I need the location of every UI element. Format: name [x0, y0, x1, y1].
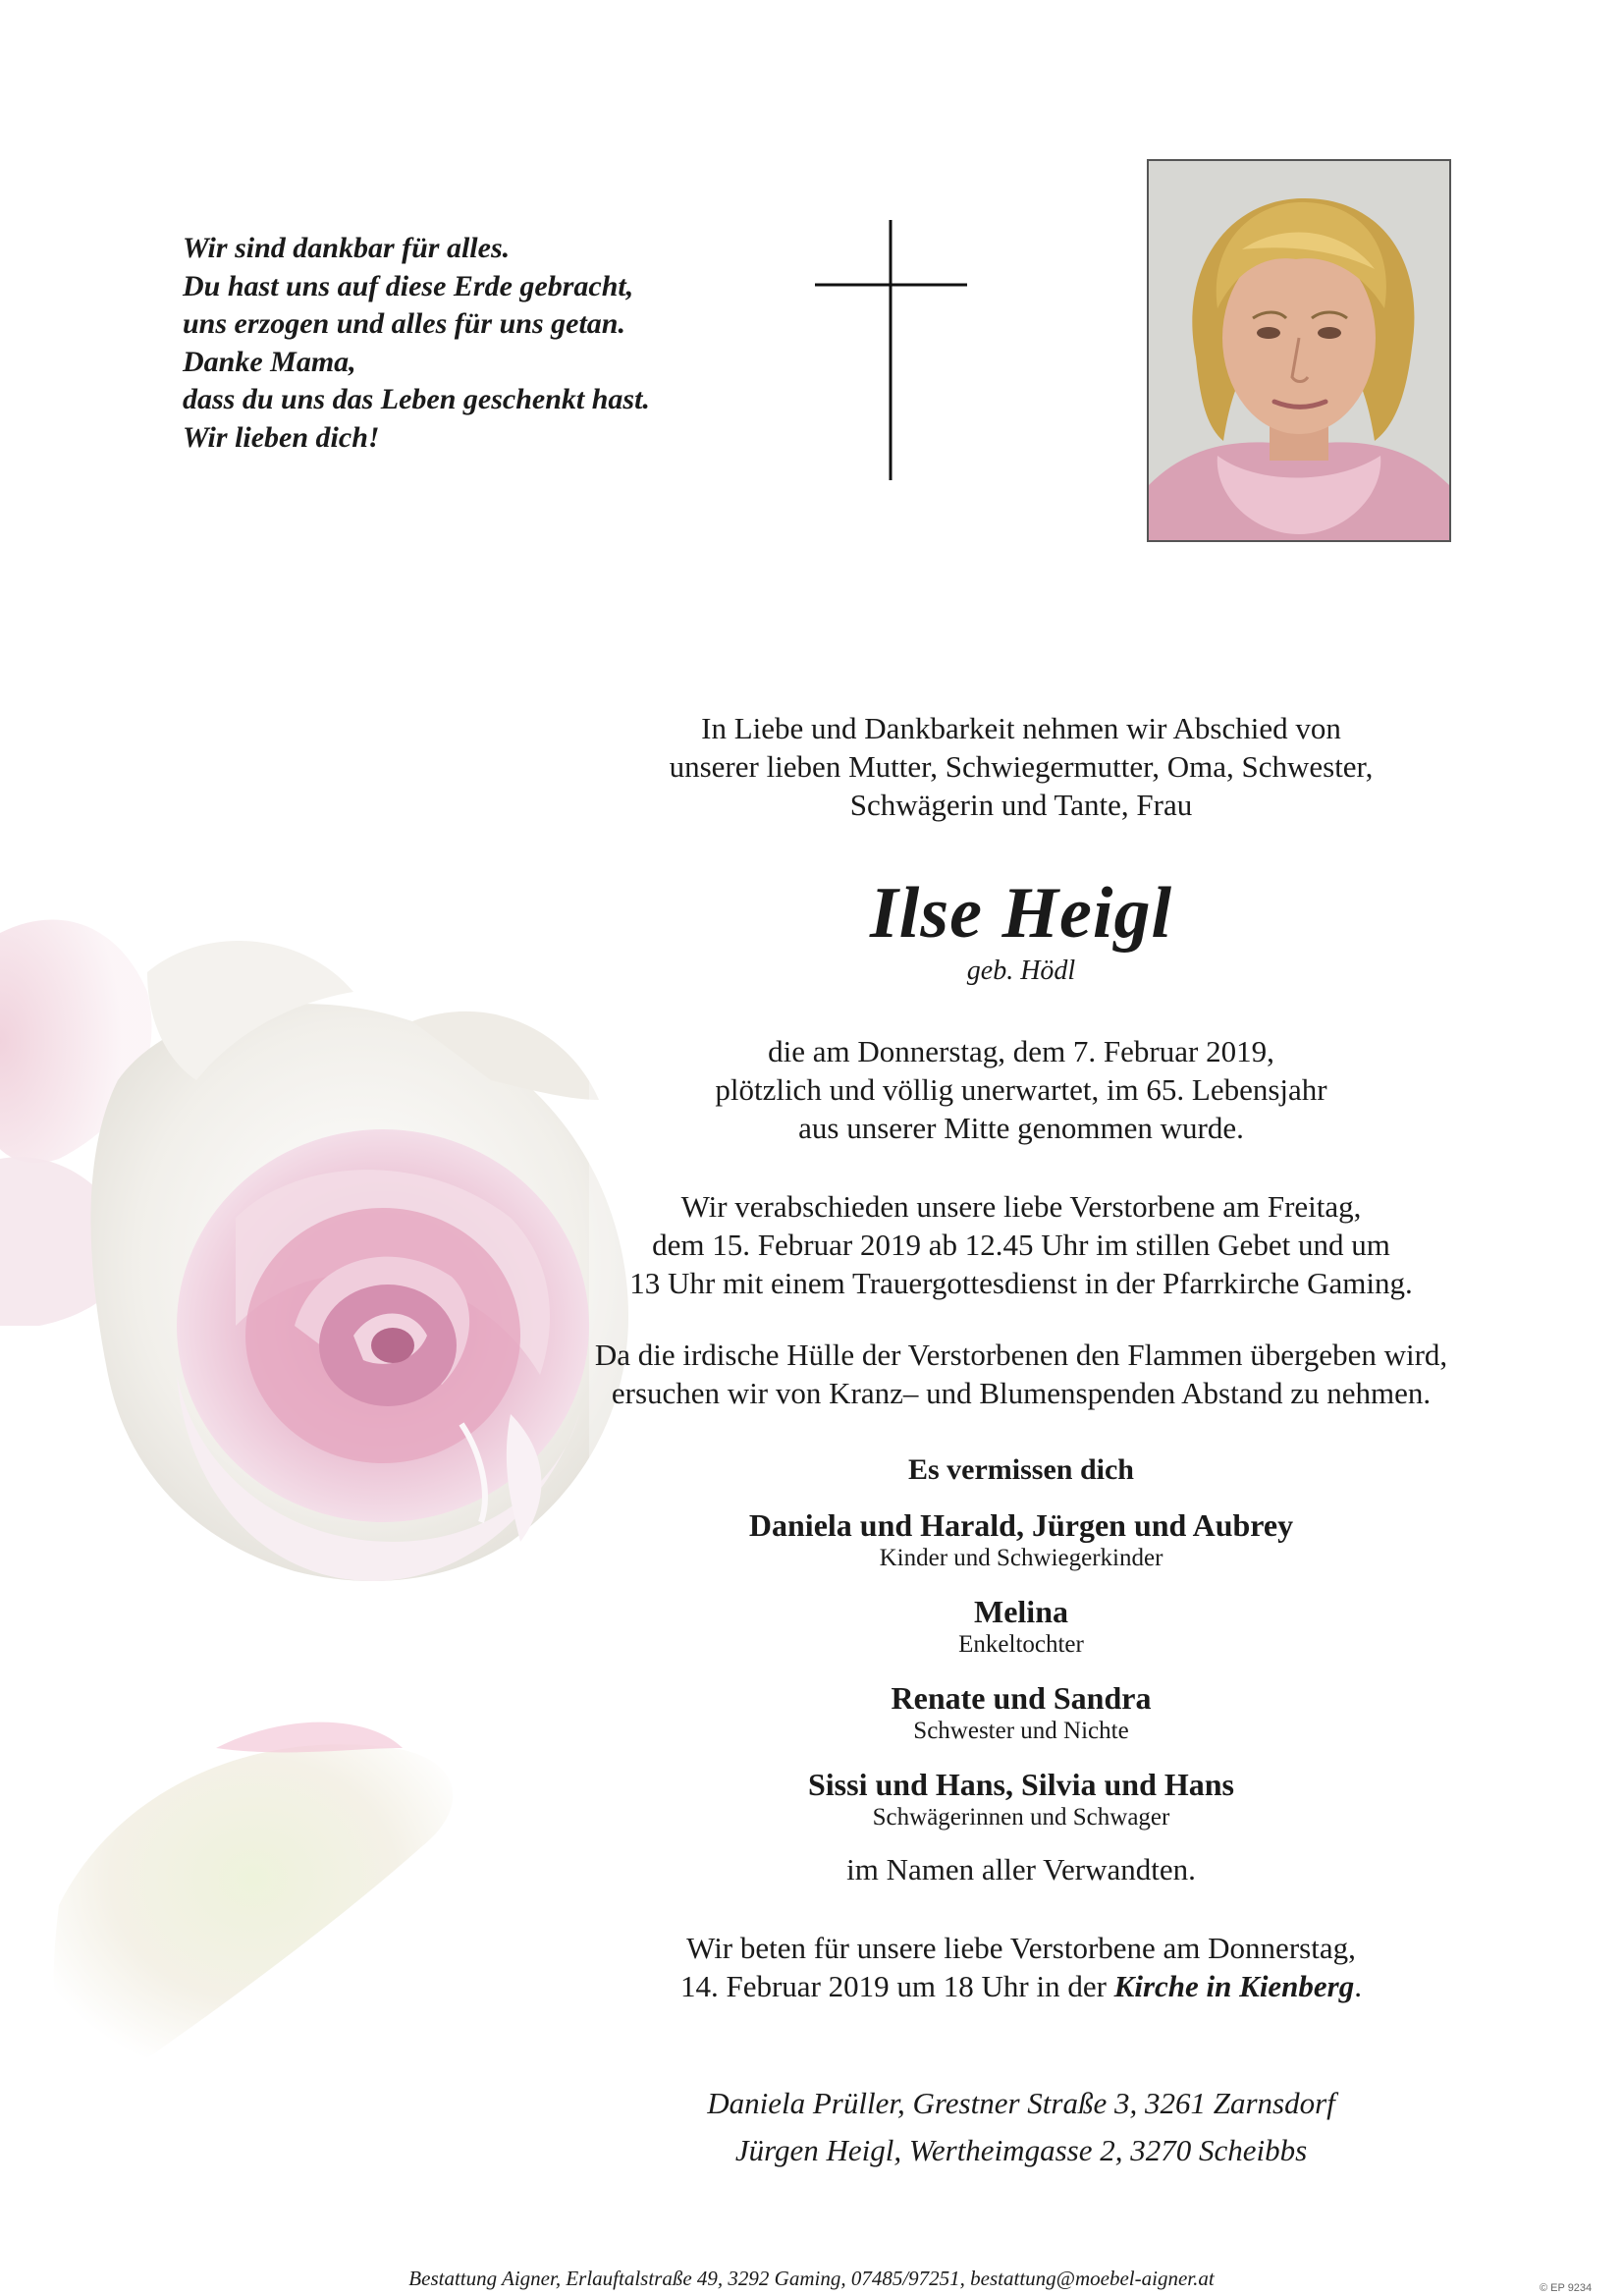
mourner-group: [511, 1679, 1532, 1746]
mourner-group: [511, 1766, 1532, 1832]
mourner-names: Sissi und Hans, Silvia und Hans: [807, 1767, 1234, 1802]
intro-line: In Liebe und Dankbarkeit nehmen wir Abschied von: [701, 711, 1341, 745]
poem-line: Wir sind dankbar für alles.: [183, 232, 511, 264]
prayer-line: Wir beten für unsere liebe Verstorbene am Donnerstag,: [686, 1931, 1356, 1965]
death-notice: [511, 1032, 1532, 1147]
cross-icon: [815, 220, 967, 480]
mourner-group: [511, 1593, 1532, 1660]
prayer-line: [511, 1967, 1532, 2005]
mourners-heading: Es vermissen dich: [907, 1453, 1134, 1486]
cremation-line: Da die irdische Hülle der Verstorbenen den Flammen übergeben wird,: [594, 1338, 1448, 1372]
relatives-closing: im Namen aller Verwandten.: [846, 1852, 1196, 1886]
farewell-line: Wir verabschieden unsere liebe Verstorbene am Freitag,: [680, 1189, 1362, 1224]
mourner-names: Renate und Sandra: [891, 1680, 1152, 1716]
prayer-place: Kirche in Kienberg: [1113, 1969, 1355, 2003]
portrait-image: [1149, 161, 1449, 540]
poem-line: Danke Mama,: [183, 345, 356, 378]
address-line: Jürgen Heigl, Wertheimgasse 2, 3270 Scheibbs: [734, 2133, 1308, 2167]
poem: [183, 230, 791, 457]
mourner-names: Melina: [974, 1594, 1068, 1629]
address-line: Daniela Prüller, Grestner Straße 3, 3261 Zarnsdorf: [707, 2086, 1335, 2120]
death-line: plötzlich und völlig unerwartet, im 65. Lebensjahr: [715, 1072, 1327, 1107]
intro-line: Schwägerin und Tante, Frau: [849, 788, 1193, 822]
poem-line: dass du uns das Leben geschenkt hast.: [183, 383, 650, 415]
funeral-home-footer: Bestattung Aigner, Erlauftalstraße 49, 3292 Gaming, 07485/97251, bestattung@moebel-aigner.at: [408, 2267, 1215, 2290]
birth-name: geb. Hödl: [966, 956, 1076, 986]
prayer-notice: [511, 1929, 1532, 2005]
mourner-names: Daniela und Harald, Jürgen und Aubrey: [748, 1507, 1294, 1543]
prayer-period: .: [1354, 1969, 1363, 2003]
intro-line: unserer lieben Mutter, Schwiegermutter, Oma, Schwester,: [669, 749, 1374, 784]
poem-line: Wir lieben dich!: [183, 420, 380, 454]
prayer-date: 14. Februar 2019 um 18 Uhr in der: [679, 1969, 1107, 2003]
farewell-notice: [511, 1187, 1532, 1302]
death-line: aus unserer Mitte genommen wurde.: [798, 1111, 1244, 1145]
farewell-line: dem 15. Februar 2019 ab 12.45 Uhr im stillen Gebet und um: [652, 1228, 1390, 1262]
poem-line: Du hast uns auf diese Erde gebracht,: [183, 269, 634, 302]
contact-addresses: [511, 2080, 1532, 2174]
portrait-photo: [1147, 159, 1451, 542]
cremation-line: ersuchen wir von Kranz– und Blumenspenden Abstand zu nehmen.: [611, 1376, 1432, 1410]
cremation-notice: [511, 1336, 1532, 1412]
poem-line: uns erzogen und alles für uns getan.: [183, 307, 625, 340]
deceased-name: Ilse Heigl: [869, 873, 1173, 954]
mourner-relation: Schwägerinnen und Schwager: [872, 1804, 1170, 1831]
mourner-relation: Schwester und Nichte: [913, 1718, 1129, 1744]
mourner-relation: Kinder und Schwiegerkinder: [879, 1545, 1163, 1571]
mourner-relation: Enkeltochter: [958, 1631, 1084, 1658]
document-code: © EP 9234: [1540, 2282, 1593, 2294]
death-line: die am Donnerstag, dem 7. Februar 2019,: [768, 1034, 1274, 1068]
mourner-group: [511, 1506, 1532, 1573]
intro-text: [511, 709, 1532, 824]
farewell-line: 13 Uhr mit einem Trauergottesdienst in der Pfarrkirche Gaming.: [629, 1266, 1413, 1300]
